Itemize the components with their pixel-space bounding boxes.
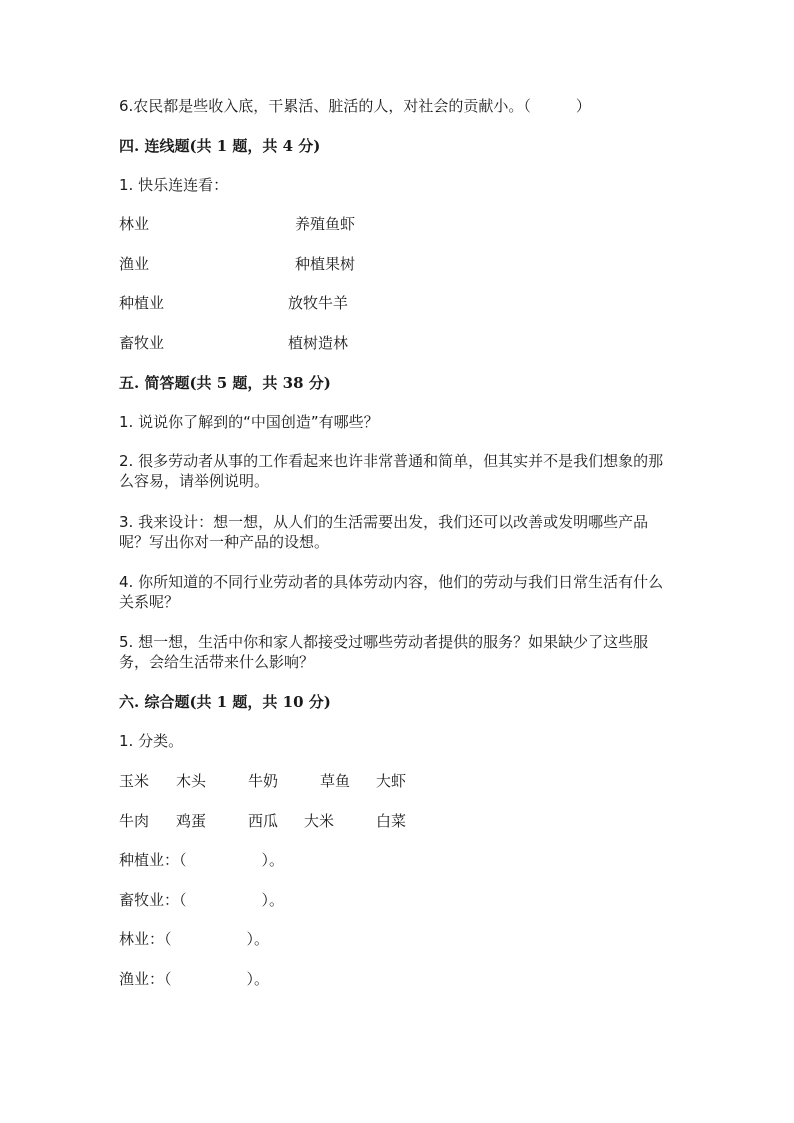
classify-item: 木头: [176, 772, 207, 790]
answer-planting[interactable]: 种植业：（ ）。: [119, 851, 285, 869]
section-5-question-2: 2. 很多劳动者从事的工作看起来也许非常普通和简单，但其实并不是我们想象的那么容易，请举例说明。: [119, 452, 664, 490]
section-5-question-1: 1. 说说你了解到的“中国创造”有哪些？: [119, 413, 379, 431]
question-6-true-false: 6.农民都是些收入底，干累活、脏活的人，对社会的贡献小。（ ）: [119, 97, 591, 115]
classify-item: 牛肉: [119, 812, 150, 830]
classify-item: 大米: [304, 812, 335, 830]
section-5-question-4: 4. 你所知道的不同行业劳动者的具体劳动内容，他们的劳动与我们日常生活有什么关系呢？: [119, 573, 664, 611]
match-left-item[interactable]: 种植业: [119, 294, 165, 312]
section-5-heading: 五. 简答题(共 5 题，共 38 分): [119, 374, 331, 392]
classify-item: 牛奶: [248, 772, 279, 790]
classify-item: 大虾: [376, 772, 407, 790]
classify-item: 玉米: [119, 772, 150, 790]
match-right-item[interactable]: 种植果树: [295, 255, 356, 273]
classify-item: 草鱼: [320, 772, 351, 790]
match-right-item[interactable]: 植树造林: [288, 334, 349, 352]
match-left-item[interactable]: 林业: [119, 215, 150, 233]
classify-item: 鸡蛋: [176, 812, 207, 830]
section-6-heading: 六. 综合题(共 1 题，共 10 分): [119, 693, 331, 711]
match-right-item[interactable]: 养殖鱼虾: [295, 215, 356, 233]
match-right-item[interactable]: 放牧牛羊: [288, 294, 349, 312]
answer-livestock[interactable]: 畜牧业：（ ）。: [119, 891, 285, 909]
section-4-heading: 四. 连线题(共 1 题，共 4 分): [119, 137, 321, 155]
section-6-question-1: 1. 分类。: [119, 732, 184, 750]
section-5-question-5: 5. 想一想，生活中你和家人都接受过哪些劳动者提供的服务？如果缺少了这些服务，会给生活带来什么影响？: [119, 633, 649, 671]
match-left-item[interactable]: 渔业: [119, 255, 150, 273]
section-5-question-3: 3. 我来设计：想一想，从人们的生活需要出发，我们还可以改善或发明哪些产品呢？写出你对一种产品的设想。: [119, 513, 649, 551]
answer-forestry[interactable]: 林业：（ ）。: [119, 930, 270, 948]
section-4-question-1: 1. 快乐连连看：: [119, 176, 229, 194]
classify-item: 西瓜: [248, 812, 279, 830]
answer-fishery[interactable]: 渔业：（ ）。: [119, 970, 270, 988]
classify-item: 白菜: [376, 812, 407, 830]
match-left-item[interactable]: 畜牧业: [119, 334, 165, 352]
